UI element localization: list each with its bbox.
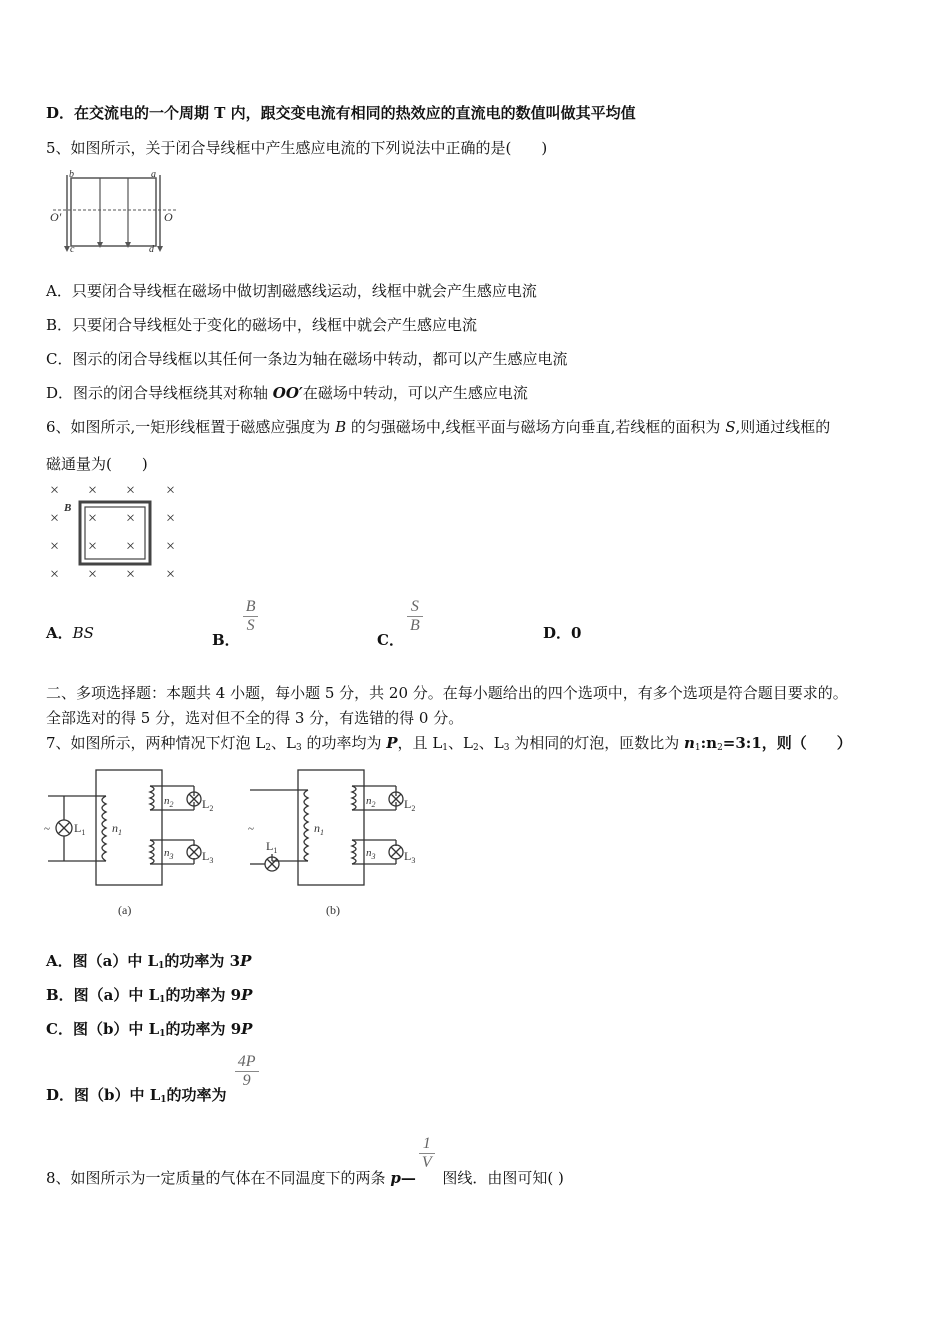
field-cross-3-0: × — [50, 566, 60, 583]
q5-label-c: c — [70, 244, 75, 255]
q6-figure — [44, 480, 194, 583]
q7-option-d[interactable]: D．图（b）中 $L_1$的功率为 $\frac{4P}{9}$ — [46, 1053, 262, 1090]
prev-option-d: D．在交流电的一个周期 T 内，跟交变电流有相同的热效应的直流电的数值叫做其平均值 — [46, 104, 636, 122]
section2-heading: 二、多项选择题：本题共 4 小题，每小题 5 分，共 20 分。在每小题给出的四个选项中，有多个选项是符合题目要求的。 — [46, 684, 848, 702]
q7b-caption: (b) — [326, 903, 340, 917]
field-cross-2-0: × — [50, 538, 60, 555]
q7-figure-a — [44, 766, 244, 921]
q7-figure-b — [244, 766, 444, 921]
q7a-tilde: ~ — [44, 823, 50, 835]
field-cross-1-0: × — [50, 510, 60, 527]
q5-option-b[interactable]: B．只要闭合导线框处于变化的磁场中，线框中就会产生感应电流 — [46, 316, 478, 334]
section2-heading-2: 全部选对的得 5 分，选对但不全的得 3 分，有选错的得 0 分。 — [46, 709, 464, 727]
q8-stem: 8、如图所示为一定质量的气体在不同温度下的两条 p— $\frac{1}{V}$ 图线．由图可知( ) — [46, 1135, 564, 1187]
field-cross-0-1: × — [88, 482, 98, 499]
q5-option-d[interactable]: D．图示的闭合导线框绕其对称轴 OO′在磁场中转动，可以产生感应电流 — [46, 384, 528, 402]
q7b-n3: $n_3$ — [366, 847, 376, 861]
q7b-n1: $n_1$ — [314, 821, 324, 837]
field-cross-3-1: × — [88, 566, 98, 583]
q5-label-d: d — [149, 244, 154, 255]
q7b-n2: $n_2$ — [366, 795, 376, 809]
q7a-caption: (a) — [118, 903, 132, 917]
field-cross-1-2: × — [126, 510, 136, 527]
q7a-n2: $n_2$ — [164, 795, 174, 809]
field-cross-3-2: × — [126, 566, 136, 583]
q6-option-d[interactable]: D．0 — [543, 624, 582, 642]
q7a-l2: $L_2$ — [202, 797, 214, 813]
field-cross-1-1: × — [88, 510, 98, 527]
field-cross-0-2: × — [126, 482, 136, 499]
q5-figure — [48, 170, 178, 256]
q7-option-b[interactable]: B．图（a）中 $L_1$的功率为 9P — [46, 986, 253, 1005]
q7a-l1: $L_1$ — [74, 821, 86, 837]
q5-label-a: a — [151, 169, 156, 180]
q5-stem: 5、如图所示，关于闭合导线框中产生感应电流的下列说法中正确的是( ) — [46, 139, 548, 157]
q7-stem: 7、如图所示，两种情况下灯泡 $L_2$、$L_3$ 的功率均为 P，且 $L_1$、$L_2$、$L_3$ 为相同的灯泡，匝数比为 $n_1:n_2=3:1$，则（ ） — [46, 734, 852, 753]
q7a-l3: $L_3$ — [202, 849, 214, 865]
q7a-n1: $n_1$ — [112, 821, 122, 837]
q6-option-b[interactable]: B． $\frac{B}{S}$ — [212, 598, 261, 635]
q7-option-a[interactable]: A．图（a）中 $L_1$的功率为 3P — [46, 952, 252, 971]
q7-option-c[interactable]: C．图（b）中 $L_1$的功率为 9P — [46, 1020, 253, 1039]
q6-option-a[interactable]: A．BS — [46, 624, 94, 642]
q5-label-o-right: O — [164, 210, 173, 224]
q6-stem-2: 磁通量为( ) — [46, 455, 148, 473]
q7a-n3: $n_3$ — [164, 847, 174, 861]
field-cross-3-3: × — [166, 566, 176, 583]
field-cross-0-0: × — [50, 482, 60, 499]
q7b-l3: $L_3$ — [404, 849, 416, 865]
q6-stem: 6、如图所示,一矩形线框置于磁感应强度为 B 的匀强磁场中,线框平面与磁场方向垂直,若线框的面积为 S,则通过线框的 — [46, 418, 831, 436]
q5-label-o-left: O′ — [50, 210, 62, 224]
q5-option-a[interactable]: A．只要闭合导线框在磁场中做切割磁感线运动，线框中就会产生感应电流 — [46, 282, 537, 300]
q7b-l1: $L_1$ — [266, 839, 278, 855]
field-cross-2-2: × — [126, 538, 136, 555]
q5-label-b: b — [69, 169, 74, 180]
field-cross-1-3: × — [166, 510, 176, 527]
q5-option-c[interactable]: C．图示的闭合导线框以其任何一条边为轴在磁场中转动，都可以产生感应电流 — [46, 350, 568, 368]
field-cross-0-3: × — [166, 482, 176, 499]
q7b-l2: $L_2$ — [404, 797, 416, 813]
field-cross-2-1: × — [88, 538, 98, 555]
field-cross-2-3: × — [166, 538, 176, 555]
q6-label-b: B — [64, 502, 72, 514]
q6-option-c[interactable]: C． $\frac{S}{B}$ — [377, 598, 426, 635]
q7b-tilde: ~ — [248, 823, 254, 835]
